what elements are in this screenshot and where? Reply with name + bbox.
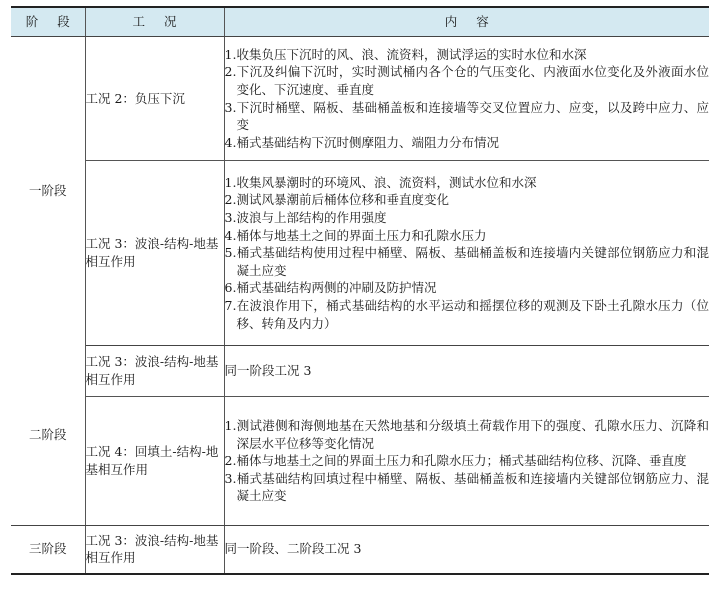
table-header-row (11, 7, 709, 37)
list-item: 3.波浪与上部结构的作用强度 (224, 210, 387, 226)
content-cell (224, 397, 709, 526)
content-list (225, 46, 710, 152)
content-text: 同一阶段、二阶段工况 3 (224, 541, 362, 557)
content-cell (224, 526, 709, 574)
content-cell (224, 37, 709, 161)
content-cell (224, 346, 709, 397)
header-condition: 工 况 (85, 7, 224, 37)
stage-cell: 二阶段 (11, 346, 85, 526)
list-item: 3.桶式基础结构回填过程中桶壁、隔板、基础桶盖板和连接墙内关键部位钢筋应力、混凝土应变 (224, 470, 709, 504)
content-list (225, 417, 710, 505)
header-content: 内 容 (224, 7, 709, 37)
condition-cell: 工况 2：负压下沉 (85, 37, 224, 161)
table-row (11, 346, 709, 397)
table-row (11, 397, 709, 526)
list-item: 5.桶式基础结构使用过程中桶壁、隔板、基础桶盖板和连接墙内关键部位钢筋应力和混凝土应变 (224, 245, 709, 278)
list-item: 3.下沉时桶壁、隔板、基础桶盖板和连接墙等交叉位置应力、应变，以及跨中应力、应变 (224, 99, 709, 133)
condition-cell: 工况 3：波浪-结构-地基相互作用 (85, 526, 224, 574)
condition-cell: 工况 3：波浪-结构-地基相互作用 (85, 346, 224, 397)
stage-cell: 三阶段 (11, 526, 85, 574)
list-item: 1.收集风暴潮时的环境风、浪、流资料，测试水位和水深 (224, 174, 537, 190)
condition-cell: 工况 4：回填土-结构-地基相互作用 (85, 397, 224, 526)
list-item: 2.桶体与地基土之间的界面土压力和孔隙水压力；桶式基础结构位移、沉降、垂直度 (224, 453, 687, 469)
list-item: 1.收集负压下沉时的风、浪、流资料，测试浮运的实时水位和水深 (224, 46, 587, 62)
list-item: 6.桶式基础结构两侧的冲刷及防护情况 (224, 280, 437, 296)
table-row (11, 161, 709, 346)
content-cell (224, 161, 709, 346)
content-list (225, 174, 710, 332)
list-item: 7.在波浪作用下，桶式基础结构的水平运动和摇摆位移的观测及下卧土孔隙水压力（位移、转角及内力） (224, 297, 709, 331)
table-row (11, 37, 709, 161)
list-item: 4.桶式基础结构下沉时侧摩阻力、端阻力分布情况 (224, 134, 500, 150)
monitoring-content-table (11, 6, 709, 575)
list-item: 4.桶体与地基土之间的界面土压力和孔隙水压力 (224, 227, 487, 243)
header-stage: 阶 段 (11, 7, 85, 37)
condition-cell: 工况 3：波浪-结构-地基相互作用 (85, 161, 224, 346)
list-item: 2.测试风暴潮前后桶体位移和垂直度变化 (224, 192, 450, 208)
list-item: 1.测试港侧和海侧地基在天然地基和分级填土荷载作用下的强度、孔隙水压力、沉降和深层水平位移等变化情况 (224, 418, 709, 451)
list-item: 2.下沉及纠偏下沉时，实时测试桶内各个仓的气压变化、内液面水位变化及外液面水位变化、下沉速度、垂直度 (224, 64, 709, 97)
content-text: 同一阶段工况 3 (224, 363, 312, 379)
stage-cell: 一阶段 (11, 37, 85, 346)
table-row (11, 526, 709, 574)
